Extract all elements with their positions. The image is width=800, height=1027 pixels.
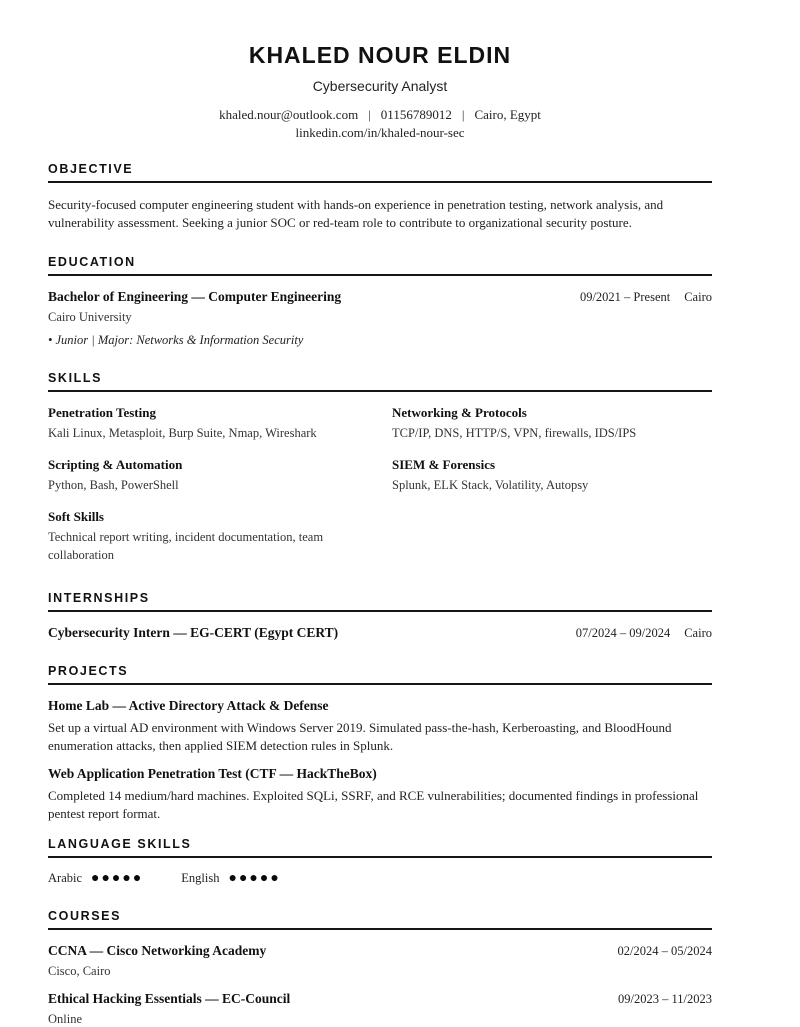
contact-line: [48, 106, 712, 124]
project-entry: [48, 766, 712, 823]
contact-separator: |: [368, 107, 371, 122]
internship-entry: [48, 625, 712, 641]
section-objective: [48, 162, 712, 232]
section-skills: [48, 371, 712, 579]
language-item: [48, 871, 143, 886]
course-title: Ethical Hacking Essentials — EC-Council: [48, 991, 291, 1006]
skills-column-right: [392, 405, 712, 579]
contact-email: khaled.nour@outlook.com: [219, 107, 359, 122]
section-heading-courses: COURSES: [48, 909, 712, 930]
education-degree: Bachelor of Engineering — Computer Engineering: [48, 289, 342, 304]
person-name: KHALED NOUR ELDIN: [248, 42, 512, 68]
project-description: Completed 14 medium/hard machines. Exploited SQLi, SSRF, and RCE vulnerabilities; documented findings in professional pentest report format.: [48, 788, 699, 821]
course-entry: [48, 991, 712, 1027]
skill-group-items: TCP/IP, DNS, HTTP/S, VPN, firewalls, IDS/IPS: [392, 426, 637, 440]
skill-group-items: Kali Linux, Metasploit, Burp Suite, Nmap, Wireshark: [48, 426, 317, 440]
course-org: Cisco, Cairo: [48, 964, 111, 978]
skill-group-items: Python, Bash, PowerShell: [48, 478, 179, 492]
education-date: 09/2021 – Present: [579, 290, 671, 304]
internship-date: 07/2024 – 09/2024: [575, 626, 671, 640]
course-title: CCNA — Cisco Networking Academy: [48, 943, 267, 958]
section-languages: [48, 837, 712, 886]
skill-group: [392, 405, 712, 442]
section-internships: [48, 591, 712, 641]
skill-group-title: Networking & Protocols: [392, 405, 527, 420]
language-name: Arabic: [48, 871, 83, 885]
section-heading-objective: OBJECTIVE: [48, 162, 712, 183]
objective-text: Security-focused computer engineering student with hands-on experience in penetration testing, network analysis, and vulnerability assessment. Seeking a junior SOC or red-team role to contribute to organizational security posture.: [48, 197, 664, 230]
course-date: 02/2024 – 05/2024: [617, 944, 712, 958]
language-rating-dots: ●●●●●: [228, 870, 281, 886]
section-projects: [48, 664, 712, 823]
internship-location: Cairo: [684, 626, 712, 640]
section-heading-internships: INTERNSHIPS: [48, 591, 712, 612]
section-courses: [48, 909, 712, 1027]
skill-group: [392, 457, 712, 494]
contact-linkedin-line: [48, 124, 712, 142]
skill-group-title: Soft Skills: [48, 509, 104, 524]
skills-grid: [48, 405, 712, 579]
education-school: Cairo University: [48, 310, 132, 324]
project-entry: [48, 698, 712, 755]
skill-group-title: SIEM & Forensics: [392, 457, 496, 472]
project-description: Set up a virtual AD environment with Windows Server 2019. Simulated pass-the-hash, Kerberoasting, and BloodHound enumeration attacks, then applied SIEM detection rules in Splunk.: [48, 720, 672, 753]
project-title: Home Lab — Active Directory Attack & Defense: [48, 698, 329, 713]
education-location: Cairo: [684, 290, 712, 304]
contact-phone: 01156789012: [380, 107, 452, 122]
skill-group-items: Technical report writing, incident documentation, team collaboration: [48, 530, 324, 562]
course-org: Online: [48, 1012, 83, 1026]
section-heading-education: EDUCATION: [48, 255, 712, 276]
language-rating-dots: ●●●●●: [91, 870, 144, 886]
languages-row: [48, 871, 712, 886]
skill-group: [48, 457, 368, 494]
skill-group: [48, 405, 368, 442]
skill-group-title: Penetration Testing: [48, 405, 156, 420]
section-heading-projects: PROJECTS: [48, 664, 712, 685]
section-heading-languages: LANGUAGE SKILLS: [48, 837, 712, 858]
resume-header: [48, 0, 712, 142]
course-entry: [48, 943, 712, 979]
course-date: 09/2023 – 11/2023: [618, 992, 712, 1006]
skill-group-title: Scripting & Automation: [48, 457, 183, 472]
skill-group: [48, 509, 368, 564]
section-heading-skills: SKILLS: [48, 371, 712, 392]
education-entry: [48, 289, 712, 305]
skill-group-items: Splunk, ELK Stack, Volatility, Autopsy: [392, 478, 589, 492]
contact-linkedin: linkedin.com/in/khaled-nour-sec: [295, 125, 465, 140]
education-details: • Junior | Major: Networks & Information Security: [48, 333, 304, 347]
contact-separator: |: [461, 107, 465, 122]
section-education: [48, 255, 712, 348]
skills-column-left: [48, 405, 368, 579]
language-item: [181, 871, 280, 886]
project-title: Web Application Penetration Test (CTF — HackTheBox): [48, 766, 377, 781]
person-job-title: Cybersecurity Analyst: [312, 78, 448, 94]
contact-location: Cairo, Egypt: [474, 107, 541, 122]
language-name: English: [181, 871, 220, 885]
internship-title: Cybersecurity Intern — EG-CERT (Egypt CERT): [48, 625, 339, 640]
